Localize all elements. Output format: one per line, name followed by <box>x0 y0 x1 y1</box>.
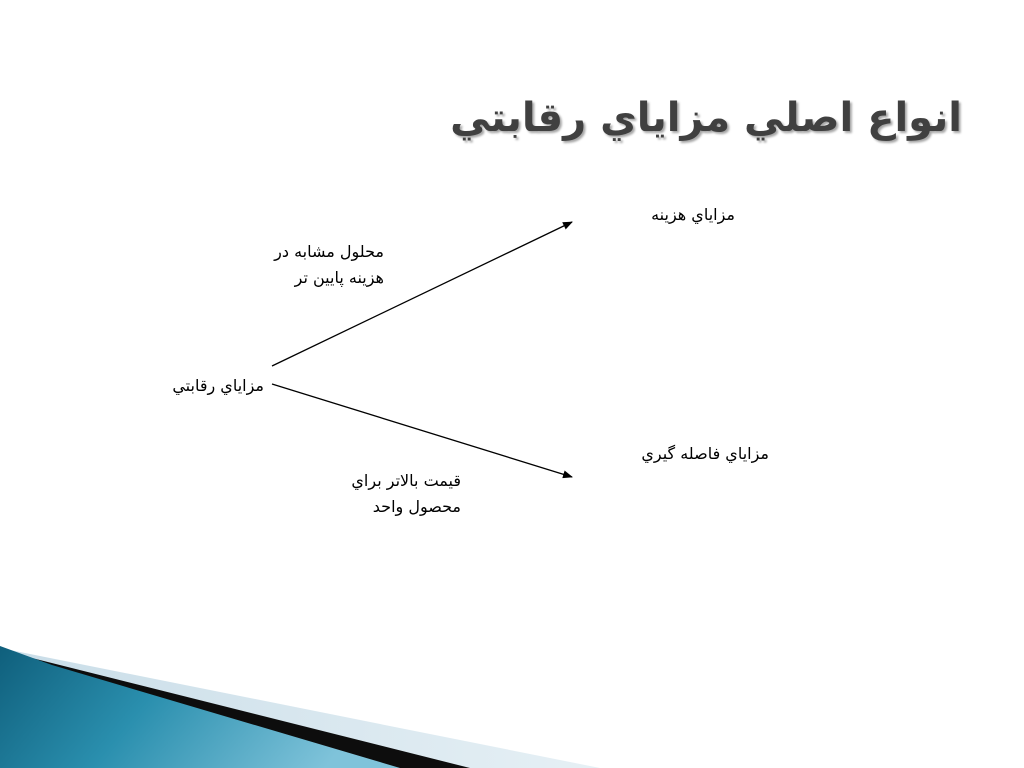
node-differentiation-advantage: مزاياي فاصله گيري <box>641 444 769 463</box>
branch-description-cost-line2: هزينه پايين تر <box>294 268 384 287</box>
branch-description-cost-line1: محلول مشابه در <box>274 242 384 261</box>
node-competitive-advantage: مزاياي رقابتي <box>172 376 264 395</box>
slide-title: انواع اصلي مزاياي رقابتي <box>450 94 962 141</box>
branch-description-differentiation-line1: قيمت بالاتر براي <box>351 471 461 490</box>
node-cost-advantage: مزاياي هزينه <box>651 205 735 224</box>
branch-description-differentiation-line2: محصول واحد <box>372 497 461 516</box>
